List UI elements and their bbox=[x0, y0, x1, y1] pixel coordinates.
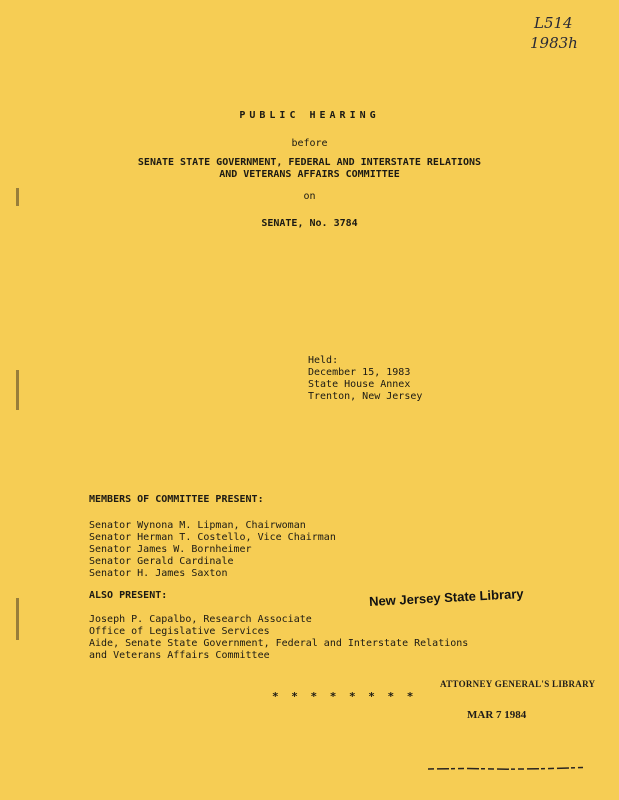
member-name: Senator Herman T. Costello, Vice Chairman bbox=[89, 532, 336, 543]
held-city: Trenton, New Jersey bbox=[308, 391, 423, 402]
held-place: State House Annex bbox=[308, 379, 411, 390]
held-date: December 15, 1983 bbox=[308, 367, 411, 378]
staple-mark bbox=[16, 598, 19, 640]
bill-number: SENATE, No. 3784 bbox=[261, 218, 358, 229]
attorney-general-library-stamp: ATTORNEY GENERAL'S LIBRARY bbox=[440, 679, 596, 689]
ink-smudge bbox=[428, 766, 583, 771]
also-present-heading: ALSO PRESENT: bbox=[89, 590, 168, 601]
committee-name-line-2: AND VETERANS AFFAIRS COMMITTEE bbox=[219, 169, 400, 180]
member-name: Senator H. James Saxton bbox=[89, 568, 228, 579]
handwritten-note-year: 1983h bbox=[530, 34, 578, 52]
member-name: Senator Wynona M. Lipman, Chairwoman bbox=[89, 520, 306, 531]
members-list bbox=[89, 520, 336, 580]
staple-mark bbox=[16, 370, 19, 410]
committee-name bbox=[0, 157, 619, 181]
on-label: on bbox=[303, 191, 316, 202]
separator-asterisks: * * * * * * * * bbox=[272, 690, 417, 703]
library-stamp: New Jersey State Library bbox=[368, 585, 524, 610]
member-name: Senator Gerald Cardinale bbox=[89, 556, 234, 567]
held-label: Held: bbox=[308, 355, 339, 366]
member-name: Senator James W. Bornheimer bbox=[89, 544, 252, 555]
before-label: before bbox=[291, 138, 328, 149]
page-title: PUBLIC HEARING bbox=[239, 110, 380, 121]
also-present-line: Joseph P. Capalbo, Research Associate bbox=[89, 614, 312, 625]
also-present-line: Aide, Senate State Government, Federal and Interstate Relations bbox=[89, 638, 469, 649]
also-present-line: and Veterans Affairs Committee bbox=[89, 650, 270, 661]
received-date-stamp: MAR 7 1984 bbox=[467, 709, 527, 721]
also-present-line: Office of Legislative Services bbox=[89, 626, 270, 637]
members-heading: MEMBERS OF COMMITTEE PRESENT: bbox=[89, 494, 264, 505]
also-present-list bbox=[89, 614, 468, 662]
hearing-details bbox=[308, 355, 422, 403]
committee-name-line-1: SENATE STATE GOVERNMENT, FEDERAL AND INTERSTATE RELATIONS bbox=[137, 157, 482, 168]
handwritten-note-call-number: L514 bbox=[534, 14, 573, 32]
